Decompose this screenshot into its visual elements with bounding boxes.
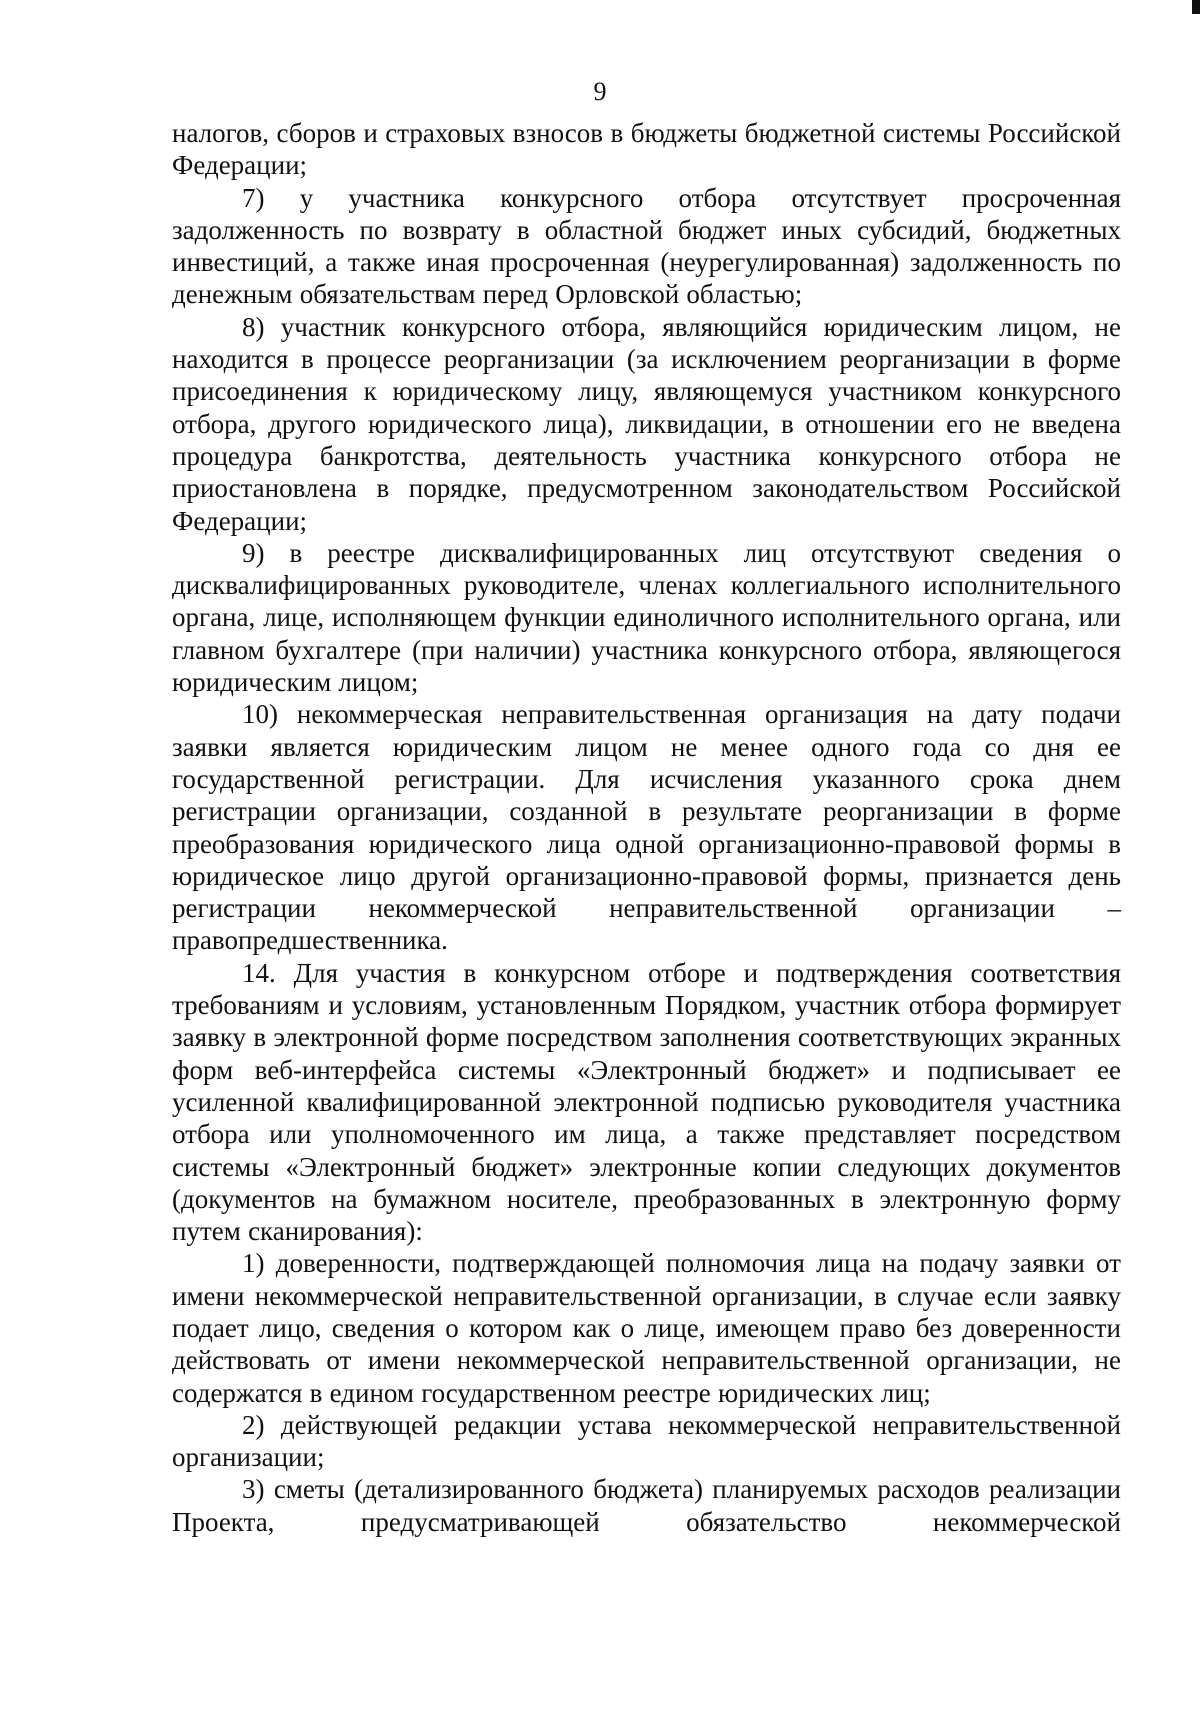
document-body: [172, 117, 1121, 1538]
page-number: 9: [593, 77, 607, 106]
paragraph: 7) у участника конкурсного отбора отсутствует просроченная задолженность по возврату в областной бюджет иных субсидий, бюджетных инвестиций, а также иная просроченная (неурегулированная) задолженность по денежным обязательствам перед Орловской областью;: [172, 182, 1121, 310]
paragraph: 3) сметы (детализированного бюджета) планируемых расходов реализации Проекта, предусматривающей обязательство некоммерческой: [172, 1474, 1121, 1537]
paragraph: 2) действующей редакции устава некоммерческой неправительственной организации;: [172, 1409, 1121, 1473]
paragraph: 10) некоммерческая неправительственная организация на дату подачи заявки является юридическим лицом не менее одного года со дня ее государственной регистрации. Для исчисления указанного срока днем регистрации организации, созданной в результате реорганизации в форме преобразования юридического лица одной организационно-правовой формы в юридическое лицо другой организационно-правовой формы, признается день регистрации некоммерческой неправительственной организации – правопредшественника.: [172, 699, 1121, 956]
paragraph: 8) участник конкурсного отбора, являющийся юридическим лицом, не находится в процессе реорганизации (за исключением реорганизации в форме присоединения к юридическому лицу, являющемуся участником конкурсного отбора, другого юридического лица), ликвидации, в отношении его не введена процедура банкротства, деятельность участника конкурсного отбора не приостановлена в порядке, предусмотренном законодательством Российской Федерации;: [172, 311, 1121, 536]
paragraph: 14. Для участия в конкурсном отборе и подтверждения соответствия требованиям и условиям, установленным Порядком, участник отбора формирует заявку в электронной форме посредством заполнения соответствующих экранных форм веб-интерфейса системы «Электронный бюджет» и подписывает ее усиленной квалифицированной электронной подписью руководителя участника отбора или уполномоченного им лица, а также представляет посредством системы «Электронный бюджет» электронные копии следующих документов (документов на бумажном носителе, преобразованных в электронную форму путем сканирования):: [172, 957, 1121, 1247]
paragraph: 9) в реестре дисквалифицированных лиц отсутствуют сведения о дисквалифицированных руководителе, членах коллегиального исполнительного органа, лице, исполняющем функции единоличного исполнительного органа, или главном бухгалтере (при наличии) участника конкурсного отбора, являющегося юридическим лицом;: [172, 537, 1121, 698]
paragraph: 1) доверенности, подтверждающей полномочия лица на подачу заявки от имени некоммерческой неправительственной организации, в случае если заявку подает лицо, сведения о котором как о лице, имеющем право без доверенности действовать от имени некоммерческой неправительственной организации, не содержатся в едином государственном реестре юридических лиц;: [172, 1248, 1121, 1408]
paragraph: налогов, сборов и страховых взносов в бюджеты бюджетной системы Российской Федерации;: [172, 118, 1121, 181]
scan-edge-mark: [1192, 0, 1200, 14]
